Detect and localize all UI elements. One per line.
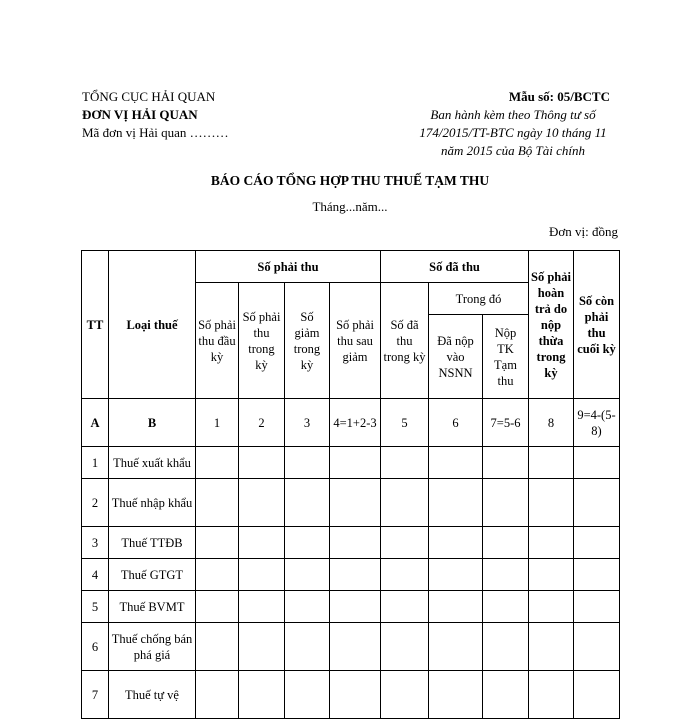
header-paid-nsnn: Đã nộp vào NSNN	[429, 315, 483, 399]
tax-name: Thuế chống bán phá giá	[109, 623, 196, 671]
row-number: 4	[82, 559, 109, 591]
code-cell: 5	[381, 399, 429, 447]
tax-name: Thuế TTĐB	[109, 527, 196, 559]
table-row	[82, 591, 620, 623]
code-cell: 9=4-(5-8)	[574, 399, 620, 447]
header-tax-type: Loại thuế	[109, 251, 196, 399]
tax-name: Thuế xuất khẩu	[109, 447, 196, 479]
unit-name: ĐƠN VỊ HẢI QUAN	[82, 107, 198, 122]
row-number: 6	[82, 623, 109, 671]
column-code-row	[82, 399, 620, 447]
unit-code: Mã đơn vị Hải quan ………	[82, 125, 229, 140]
agency-name: TỔNG CỤC HẢI QUAN	[82, 89, 216, 104]
header-row-1	[82, 251, 620, 283]
header-reduced: Số giảm trong kỳ	[285, 283, 330, 399]
header-remaining: Số còn phải thu cuối kỳ	[574, 251, 620, 399]
header-of-which: Trong đó	[429, 283, 529, 315]
header-left	[82, 88, 229, 142]
header-opening: Số phải thu đầu kỳ	[196, 283, 239, 399]
tax-name: Thuế tự vệ	[109, 671, 196, 719]
header-after-reduce: Số phải thu sau giảm	[330, 283, 381, 399]
header-in-period: Số phải thu trong kỳ	[239, 283, 285, 399]
code-cell: 6	[429, 399, 483, 447]
currency-unit-note: Đơn vị: đồng	[549, 224, 618, 239]
table-row	[82, 671, 620, 719]
header-tt: TT	[82, 251, 109, 399]
table-row	[82, 479, 620, 527]
header-refund: Số phải hoàn trả do nộp thừa trong kỳ	[529, 251, 574, 399]
report-period: Tháng...năm...	[312, 199, 388, 214]
code-cell: 7=5-6	[483, 399, 529, 447]
issued-line-1: Ban hành kèm theo Thông tư số	[430, 107, 596, 122]
tax-name: Thuế nhập khẩu	[109, 479, 196, 527]
form-number: Mẫu số: 05/BCTC	[508, 89, 610, 104]
code-cell: 4=1+2-3	[330, 399, 381, 447]
row-number: 2	[82, 479, 109, 527]
tax-name: Thuế BVMT	[109, 591, 196, 623]
tax-report-table	[81, 250, 620, 719]
header-collected-period: Số đã thu trong kỳ	[381, 283, 429, 399]
code-cell: B	[109, 399, 196, 447]
row-number: 7	[82, 671, 109, 719]
report-title: BÁO CÁO TỔNG HỢP THU THUẾ TẠM THU	[210, 173, 490, 188]
code-cell: 1	[196, 399, 239, 447]
table-row	[82, 527, 620, 559]
header-payable: Số phải thu	[196, 251, 381, 283]
table-row	[82, 559, 620, 591]
table-row	[82, 623, 620, 671]
code-cell: 2	[239, 399, 285, 447]
code-cell: 3	[285, 399, 330, 447]
code-cell: A	[82, 399, 109, 447]
tax-name: Thuế GTGT	[109, 559, 196, 591]
issued-line-3: năm 2015 của Bộ Tài chính	[440, 143, 586, 158]
issued-line-2: 174/2015/TT-BTC ngày 10 tháng 11	[419, 125, 607, 140]
header-right	[408, 88, 618, 160]
header-temp-account: Nộp TK Tạm thu	[483, 315, 529, 399]
row-number: 3	[82, 527, 109, 559]
code-cell: 8	[529, 399, 574, 447]
header-collected: Số đã thu	[381, 251, 529, 283]
row-number: 5	[82, 591, 109, 623]
table-row	[82, 447, 620, 479]
row-number: 1	[82, 447, 109, 479]
